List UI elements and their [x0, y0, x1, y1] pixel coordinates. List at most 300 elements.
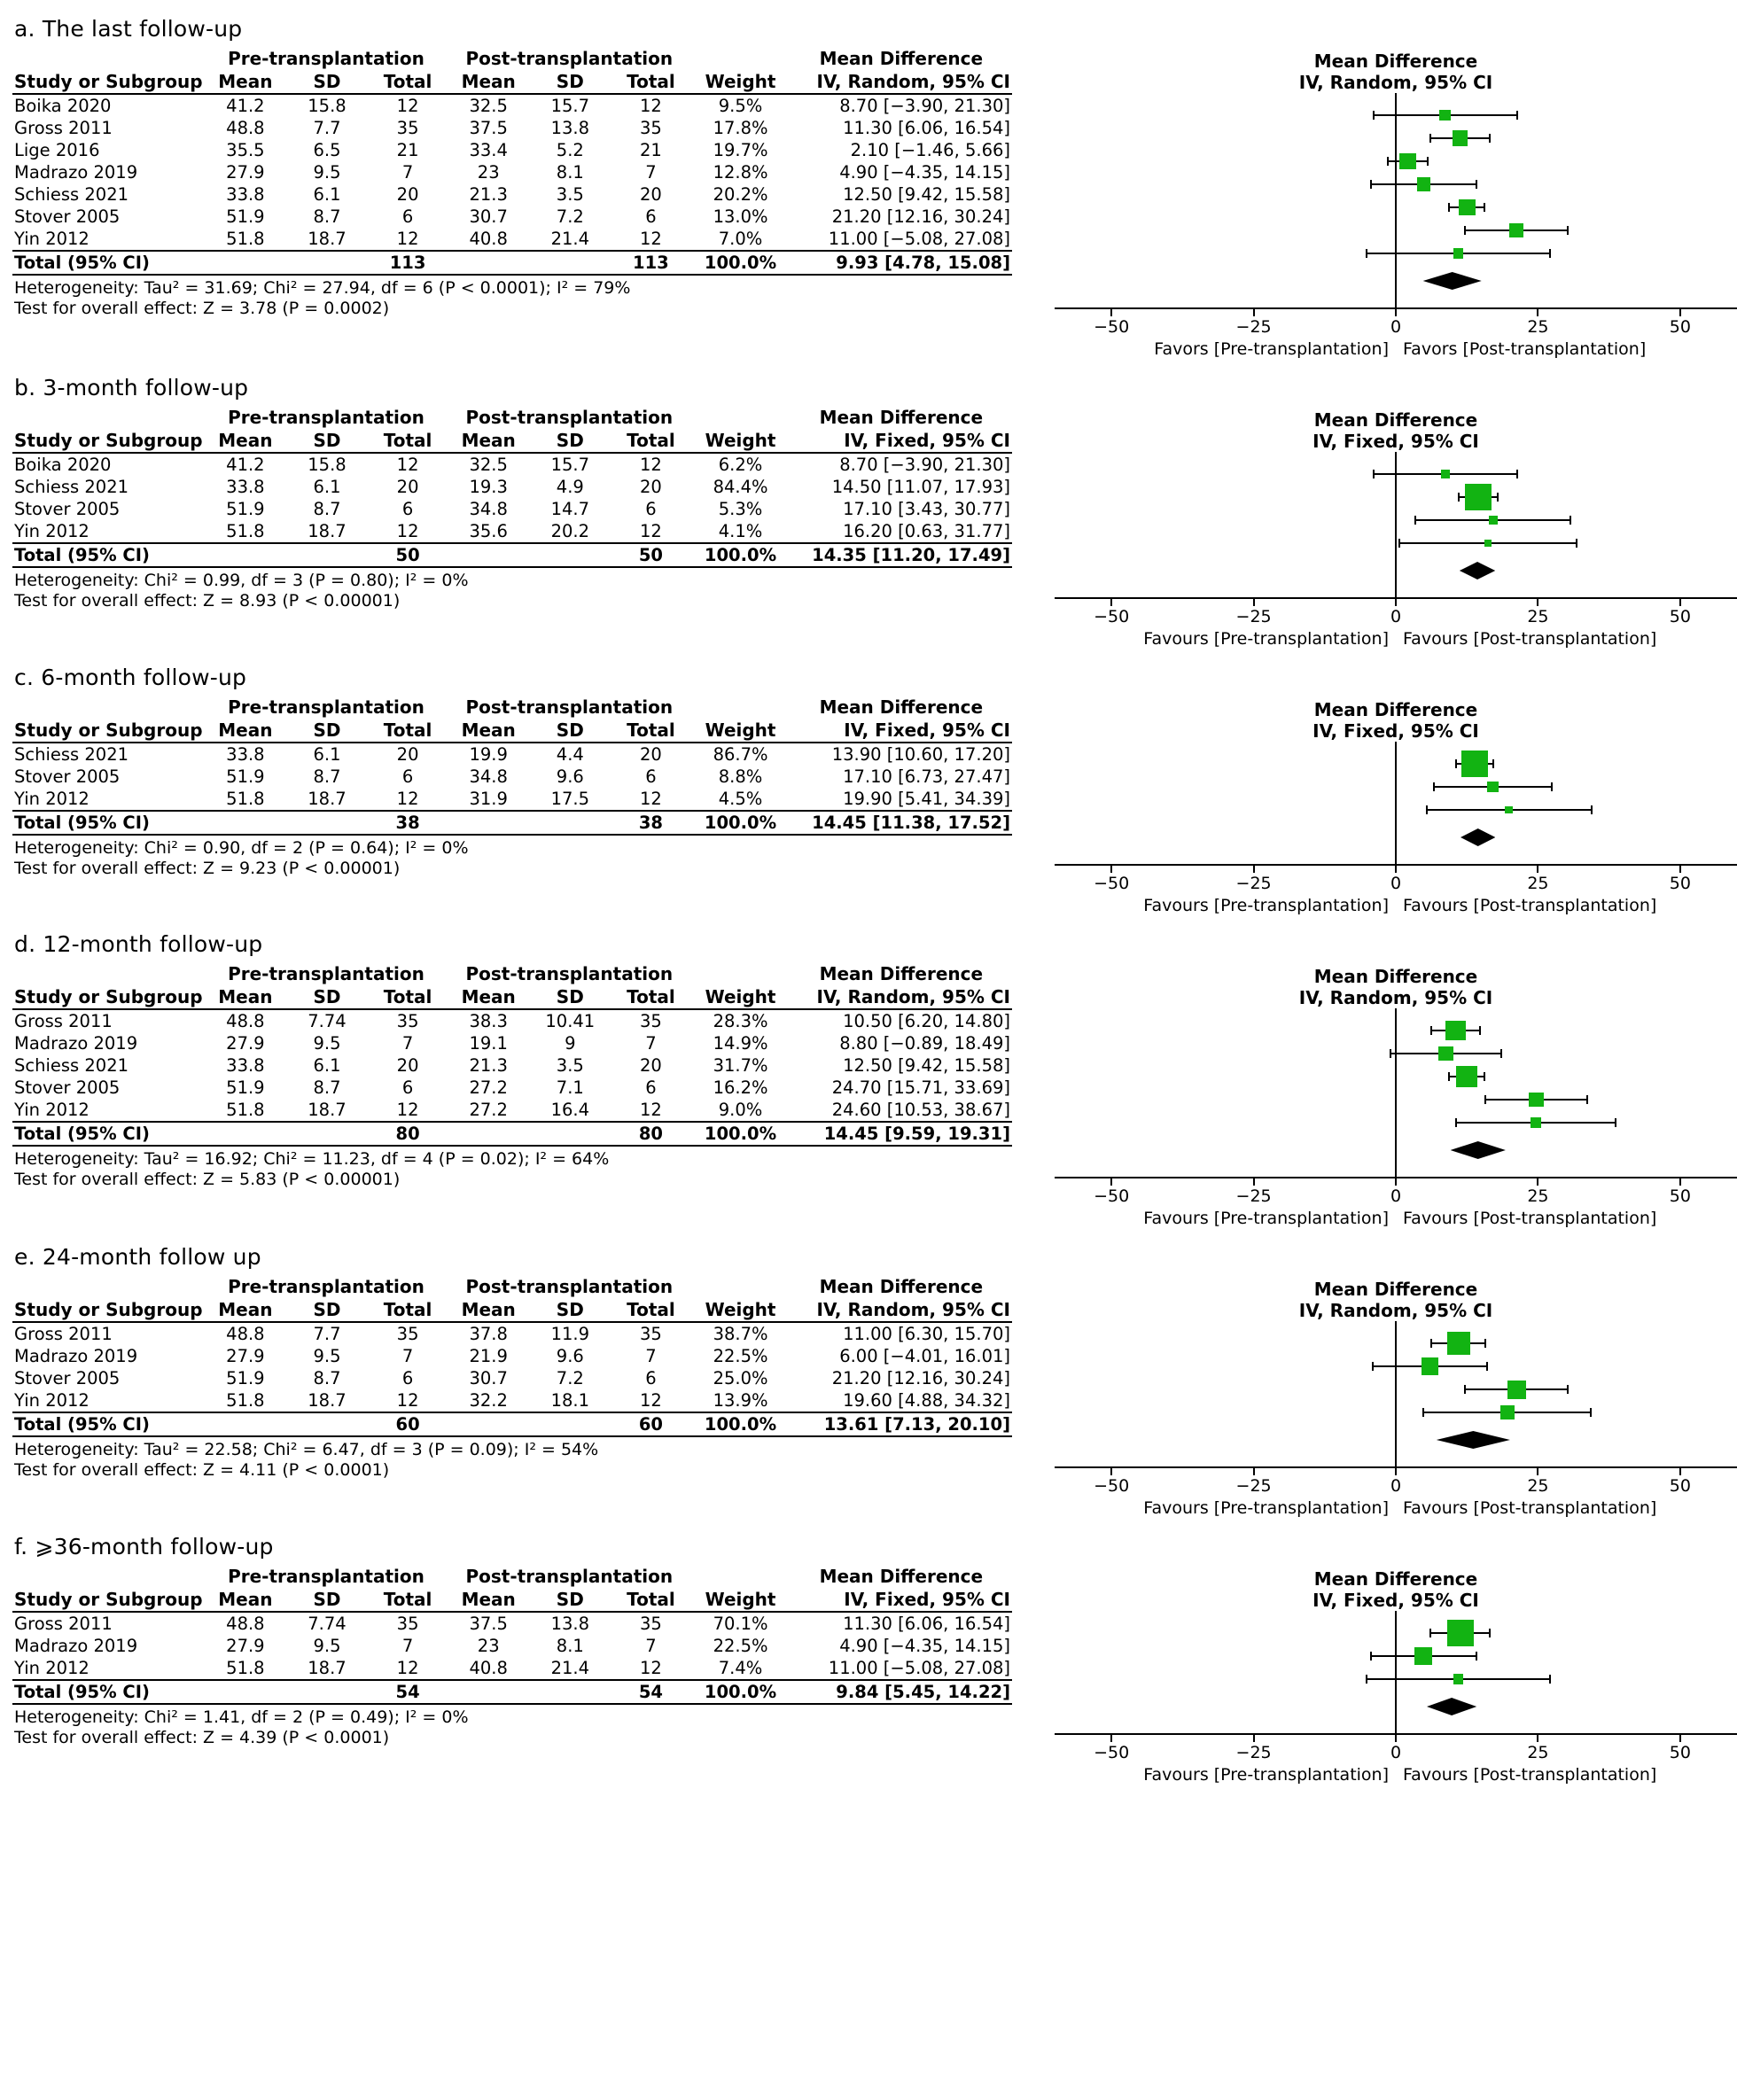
row-post-mean: 34.8 [469, 766, 508, 787]
row-pre-mean: 27.9 [226, 1033, 265, 1054]
plot-title: Mean Difference [1313, 699, 1478, 720]
axis-tick-label: −25 [1235, 1476, 1272, 1496]
axis-tick-label: 25 [1527, 607, 1549, 626]
row-study: Madrazo 2019 [14, 1033, 138, 1054]
row-post-mean: 27.2 [469, 1100, 508, 1120]
group-header-md: Mean Difference [819, 963, 984, 984]
row-post-total: 12 [640, 229, 662, 249]
ci-cap-right [1570, 516, 1571, 525]
col-model: IV, Random, 95% CI [791, 1298, 1012, 1322]
row-post-mean: 32.5 [469, 96, 508, 116]
total-label: Total (95% CI) [12, 1680, 205, 1703]
row-post-mean: 21.3 [469, 184, 508, 205]
row-pre-sd: 6.1 [313, 477, 341, 497]
row-weight: 25.0% [713, 1368, 768, 1388]
col-post-mean: Mean [448, 719, 529, 743]
axis-tick [1537, 599, 1538, 606]
table-row [12, 476, 1012, 498]
row-pre-mean: 51.8 [226, 789, 265, 809]
ci-cap-left [1370, 1652, 1372, 1661]
row-pre-mean: 51.9 [226, 1077, 265, 1098]
favours-left-label: Favours [Pre-transplantation] [1143, 629, 1389, 649]
col-pre-total: Total [368, 70, 448, 94]
row-post-sd: 7.2 [556, 1368, 584, 1388]
row-pre-sd: 7.7 [313, 118, 341, 138]
ci-cap-right [1516, 470, 1518, 478]
ci-cap-right [1476, 180, 1477, 189]
row-pre-total: 7 [401, 1636, 414, 1656]
ci-cap-right [1591, 805, 1593, 814]
table-row [12, 1635, 1012, 1657]
ci-cap-right [1516, 111, 1518, 120]
total-weight: 100.0% [690, 543, 790, 566]
ci-cap-left [1458, 493, 1460, 502]
statistics-block [12, 566, 1012, 611]
panel-title: d. 12-month follow-up [14, 931, 263, 957]
overall-effect-text: Test for overall effect: Z = 4.11 (P < 0.0001) [14, 1460, 390, 1480]
row-post-mean: 37.8 [469, 1324, 508, 1344]
plot-subtitle-model: IV, Random, 95% CI [1298, 72, 1493, 93]
col-pre-total: Total [368, 1298, 448, 1322]
favours-right-label: Favours [Post-transplantation] [1403, 1765, 1657, 1785]
row-mean-difference: 11.00 [6.30, 15.70] [843, 1324, 1010, 1344]
axis-tick-label: 0 [1390, 1186, 1402, 1206]
total-pre: 50 [368, 543, 448, 566]
total-weight: 100.0% [690, 1412, 790, 1435]
group-header-post: Post-transplantation [465, 407, 674, 428]
row-post-total: 12 [640, 455, 662, 475]
axis-tick [1395, 866, 1397, 873]
row-weight: 28.3% [713, 1011, 768, 1031]
row-pre-total: 20 [396, 744, 419, 765]
ci-cap-left [1464, 226, 1466, 235]
axis-tick-label: 0 [1390, 607, 1402, 626]
row-pre-total: 12 [396, 455, 419, 475]
table-group-header [12, 962, 1012, 985]
row-post-sd: 20.2 [550, 521, 590, 541]
row-weight: 22.5% [713, 1346, 768, 1366]
row-post-sd: 21.4 [550, 229, 590, 249]
col-post-mean: Mean [448, 985, 529, 1009]
table-row [12, 139, 1012, 161]
row-pre-mean: 51.9 [226, 206, 265, 227]
axis-tick-label: −50 [1094, 1476, 1130, 1496]
panel-e [12, 1244, 1725, 1525]
table-group-header [12, 406, 1012, 429]
table-row [12, 520, 1012, 543]
ci-cap-right [1549, 1675, 1551, 1684]
table-row [12, 743, 1012, 766]
study-effect-marker [1417, 177, 1430, 191]
row-pre-total: 35 [396, 1614, 419, 1634]
row-post-sd: 15.7 [550, 96, 590, 116]
row-weight: 6.2% [718, 455, 763, 475]
row-weight: 7.4% [718, 1658, 763, 1678]
col-pre-sd: SD [286, 70, 368, 94]
plot-subtitle-model: IV, Fixed, 95% CI [1312, 1590, 1479, 1611]
axis-tick-label: −25 [1235, 317, 1272, 337]
row-mean-difference: 11.00 [−5.08, 27.08] [828, 229, 1010, 249]
axis-tick [1537, 309, 1538, 316]
axis-tick [1679, 1735, 1681, 1742]
table-row [12, 1389, 1012, 1412]
row-pre-mean: 51.8 [226, 1658, 265, 1678]
panel-b [12, 375, 1725, 656]
col-post-mean: Mean [448, 1298, 529, 1322]
row-pre-sd: 6.1 [313, 1055, 341, 1076]
panel-title: f. ⩾36-month follow-up [14, 1534, 274, 1559]
row-post-total: 12 [640, 96, 662, 116]
row-study: Yin 2012 [14, 521, 90, 541]
col-model: IV, Fixed, 95% CI [791, 1588, 1012, 1612]
row-pre-total: 12 [396, 1390, 419, 1411]
table-row [12, 94, 1012, 117]
row-post-sd: 9.6 [556, 1346, 584, 1366]
total-post: 38 [611, 811, 690, 834]
table-row [12, 766, 1012, 788]
row-post-total: 20 [640, 744, 662, 765]
row-pre-sd: 8.7 [313, 1368, 341, 1388]
axis-tick [1110, 1735, 1112, 1742]
ci-cap-right [1479, 1026, 1481, 1035]
row-mean-difference: 13.90 [10.60, 17.20] [831, 744, 1010, 765]
col-study: Study or Subgroup [12, 70, 205, 94]
axis-tick-label: −25 [1235, 1186, 1272, 1206]
row-pre-mean: 51.8 [226, 1100, 265, 1120]
axis-tick [1537, 1178, 1538, 1186]
group-header-md: Mean Difference [819, 1566, 984, 1587]
axis-tick-label: 50 [1669, 607, 1691, 626]
row-pre-sd: 18.7 [308, 229, 347, 249]
table-row [12, 1009, 1012, 1032]
favours-left-label: Favours [Pre-transplantation] [1143, 1498, 1389, 1518]
row-weight: 70.1% [713, 1614, 768, 1634]
axis-tick-label: 50 [1669, 874, 1691, 893]
group-header-post: Post-transplantation [465, 1276, 674, 1297]
row-study: Schiess 2021 [14, 184, 129, 205]
table-column-header [12, 429, 1012, 453]
row-weight: 9.5% [718, 96, 763, 116]
row-mean-difference: 24.60 [10.53, 38.67] [831, 1100, 1010, 1120]
axis-tick-label: −50 [1094, 1186, 1130, 1206]
ci-cap-left [1430, 1026, 1432, 1035]
axis-tick-label: −25 [1235, 874, 1272, 893]
study-effect-marker [1459, 199, 1476, 216]
axis-tick-label: 50 [1669, 1476, 1691, 1496]
col-pre-mean: Mean [205, 70, 286, 94]
row-post-sd: 17.5 [550, 789, 590, 809]
table-row [12, 1612, 1012, 1635]
statistics-block [12, 1145, 1012, 1189]
forest-plot-area [1019, 1275, 1725, 1525]
pooled-effect-diamond [1423, 272, 1482, 290]
ci-cap-left [1414, 516, 1416, 525]
row-pre-sd: 9.5 [313, 162, 341, 183]
study-effect-marker [1465, 484, 1492, 510]
heterogeneity-text: Heterogeneity: Chi² = 1.41, df = 2 (P = 0.49); I² = 0% [14, 1707, 469, 1727]
ci-cap-left [1464, 1385, 1466, 1394]
row-study: Schiess 2021 [14, 744, 129, 765]
axis-tick-label: 0 [1390, 1476, 1402, 1496]
row-pre-sd: 6.1 [313, 184, 341, 205]
row-post-total: 12 [640, 521, 662, 541]
row-pre-total: 12 [396, 96, 419, 116]
row-weight: 4.1% [718, 521, 763, 541]
plot-title: Mean Difference [1313, 51, 1478, 72]
row-pre-total: 7 [401, 1346, 414, 1366]
row-post-sd: 11.9 [550, 1324, 590, 1344]
row-post-total: 7 [645, 1033, 657, 1054]
axis-tick [1679, 1468, 1681, 1475]
table-row [12, 161, 1012, 183]
ci-cap-right [1551, 782, 1553, 791]
row-post-mean: 37.5 [469, 1614, 508, 1634]
table-row [12, 1099, 1012, 1122]
favours-right-label: Favours [Post-transplantation] [1403, 1498, 1657, 1518]
row-mean-difference: 21.20 [12.16, 30.24] [831, 206, 1010, 227]
row-study: Gross 2011 [14, 1614, 113, 1634]
axis-tick [1253, 866, 1255, 873]
axis-tick-label: 0 [1390, 874, 1402, 893]
forest-plot-area [1019, 1565, 1725, 1792]
row-study: Schiess 2021 [14, 477, 129, 497]
overall-effect-text: Test for overall effect: Z = 9.23 (P < 0.00001) [14, 859, 401, 878]
row-post-total: 12 [640, 789, 662, 809]
table-group-header [12, 696, 1012, 719]
table-group-header [12, 47, 1012, 70]
pooled-effect-diamond [1427, 1698, 1476, 1715]
row-pre-sd: 18.7 [308, 521, 347, 541]
axis-tick [1395, 1735, 1397, 1742]
row-study: Stover 2005 [14, 766, 121, 787]
axis-tick-label: −25 [1235, 1743, 1272, 1762]
table-row [12, 228, 1012, 251]
group-header-pre: Pre-transplantation [228, 407, 425, 428]
study-effect-marker [1529, 1093, 1544, 1108]
axis-tick [1537, 1468, 1538, 1475]
pooled-effect-diamond [1437, 1431, 1510, 1449]
row-pre-mean: 51.8 [226, 521, 265, 541]
col-model: IV, Random, 95% CI [791, 70, 1012, 94]
study-effect-marker [1505, 806, 1513, 814]
group-header-pre: Pre-transplantation [228, 696, 425, 718]
axis-tick [1537, 866, 1538, 873]
row-study: Stover 2005 [14, 1368, 121, 1388]
panel-table-wrapper [12, 696, 1012, 878]
col-post-sd: SD [529, 985, 611, 1009]
row-pre-mean: 51.9 [226, 499, 265, 519]
row-pre-mean: 51.9 [226, 1368, 265, 1388]
row-post-total: 7 [645, 1346, 657, 1366]
row-post-total: 35 [640, 1614, 662, 1634]
table-row [12, 1032, 1012, 1054]
ci-cap-right [1567, 1385, 1569, 1394]
plot-subtitle-model: IV, Random, 95% CI [1298, 1300, 1493, 1321]
heterogeneity-text: Heterogeneity: Tau² = 22.58; Chi² = 6.47, df = 3 (P = 0.09); I² = 54% [14, 1440, 599, 1459]
table-row [12, 1657, 1012, 1680]
row-pre-mean: 48.8 [226, 1011, 265, 1031]
axis-tick-label: −25 [1235, 607, 1272, 626]
ci-cap-left [1366, 1675, 1367, 1684]
row-post-sd: 4.4 [556, 744, 584, 765]
ci-cap-left [1484, 1095, 1486, 1104]
pooled-effect-diamond [1460, 562, 1495, 579]
row-post-sd: 3.5 [556, 1055, 584, 1076]
plot-title: Mean Difference [1313, 1279, 1478, 1300]
row-weight: 9.0% [718, 1100, 763, 1120]
row-post-sd: 8.1 [556, 1636, 584, 1656]
row-pre-total: 6 [401, 206, 414, 227]
row-post-sd: 16.4 [550, 1100, 590, 1120]
axis-tick [1395, 309, 1397, 316]
ci-cap-left [1372, 1362, 1374, 1371]
table-row [12, 117, 1012, 139]
favours-right-label: Favors [Post-transplantation] [1403, 339, 1647, 359]
table-column-header [12, 719, 1012, 743]
col-post-sd: SD [529, 70, 611, 94]
row-weight: 16.2% [713, 1077, 768, 1098]
ci-cap-left [1429, 134, 1431, 143]
total-pre: 54 [368, 1680, 448, 1703]
total-label: Total (95% CI) [12, 811, 205, 834]
row-post-sd: 8.1 [556, 162, 584, 183]
row-pre-sd: 15.8 [308, 96, 347, 116]
col-pre-mean: Mean [205, 1298, 286, 1322]
study-effect-marker [1439, 110, 1451, 121]
row-pre-total: 35 [396, 1011, 419, 1031]
plot-subtitle-model: IV, Fixed, 95% CI [1312, 431, 1479, 452]
row-post-mean: 35.6 [469, 521, 508, 541]
col-post-sd: SD [529, 1588, 611, 1612]
table-total-row [12, 811, 1012, 834]
total-post: 54 [611, 1680, 690, 1703]
row-post-sd: 3.5 [556, 184, 584, 205]
forest-plot-area [1019, 47, 1725, 366]
col-model: IV, Fixed, 95% CI [791, 429, 1012, 453]
favours-left-label: Favors [Pre-transplantation] [1154, 339, 1389, 359]
axis-tick [1253, 309, 1255, 316]
row-pre-total: 20 [396, 1055, 419, 1076]
row-post-mean: 40.8 [469, 229, 508, 249]
panel-title: e. 24-month follow up [14, 1244, 261, 1270]
col-post-total: Total [611, 985, 690, 1009]
row-pre-sd: 9.5 [313, 1636, 341, 1656]
col-weight: Weight [690, 719, 790, 743]
axis-tick [1253, 1468, 1255, 1475]
pooled-effect-diamond [1460, 828, 1495, 846]
row-pre-mean: 35.5 [226, 140, 265, 160]
row-post-sd: 21.4 [550, 1658, 590, 1678]
study-effect-marker [1456, 1066, 1477, 1087]
row-pre-total: 7 [401, 162, 414, 183]
ci-cap-left [1370, 180, 1372, 189]
ci-cap-left [1429, 1629, 1431, 1637]
axis-tick-label: 0 [1390, 317, 1402, 337]
axis-tick-label: −50 [1094, 607, 1130, 626]
table-column-header [12, 985, 1012, 1009]
col-post-total: Total [611, 1588, 690, 1612]
col-pre-total: Total [368, 719, 448, 743]
row-pre-mean: 41.2 [226, 455, 265, 475]
table-column-header [12, 1298, 1012, 1322]
row-study: Madrazo 2019 [14, 162, 138, 183]
row-post-sd: 4.9 [556, 477, 584, 497]
row-pre-mean: 51.8 [226, 229, 265, 249]
axis-tick-label: 50 [1669, 1743, 1691, 1762]
forest-table [12, 47, 1012, 274]
axis-tick [1253, 599, 1255, 606]
table-total-row [12, 1122, 1012, 1145]
study-effect-marker [1509, 223, 1523, 237]
axis-tick [1395, 1468, 1397, 1475]
study-effect-marker [1445, 1021, 1465, 1040]
row-weight: 14.9% [713, 1033, 768, 1054]
study-effect-marker [1422, 1357, 1439, 1375]
axis-tick [1395, 599, 1397, 606]
overall-effect-text: Test for overall effect: Z = 4.39 (P < 0.0001) [14, 1728, 390, 1747]
panel-plot-wrapper [1012, 696, 1725, 922]
row-post-total: 6 [645, 499, 657, 519]
table-row [12, 183, 1012, 206]
total-post: 60 [611, 1412, 690, 1435]
ci-cap-left [1455, 1118, 1457, 1127]
row-mean-difference: 8.70 [−3.90, 21.30] [839, 96, 1010, 116]
row-weight: 13.0% [713, 206, 768, 227]
row-post-total: 7 [645, 1636, 657, 1656]
row-post-mean: 21.9 [469, 1346, 508, 1366]
col-post-mean: Mean [448, 70, 529, 94]
study-effect-marker [1453, 130, 1468, 146]
total-label: Total (95% CI) [12, 1122, 205, 1145]
ci-cap-left [1398, 539, 1400, 548]
ci-cap-right [1492, 759, 1494, 768]
total-weight: 100.0% [690, 1680, 790, 1703]
study-effect-marker [1507, 1381, 1526, 1399]
col-weight: Weight [690, 429, 790, 453]
row-pre-sd: 18.7 [308, 1100, 347, 1120]
total-weight: 100.0% [690, 1122, 790, 1145]
forest-table [12, 696, 1012, 834]
axis-tick [1679, 599, 1681, 606]
row-post-sd: 7.2 [556, 206, 584, 227]
forest-table [12, 1565, 1012, 1703]
row-post-mean: 30.7 [469, 206, 508, 227]
row-study: Gross 2011 [14, 1324, 113, 1344]
total-post: 113 [611, 251, 690, 274]
row-pre-total: 6 [401, 1368, 414, 1388]
table-row [12, 1054, 1012, 1077]
ci-cap-right [1489, 134, 1491, 143]
favours-right-label: Favours [Post-transplantation] [1403, 629, 1657, 649]
total-label: Total (95% CI) [12, 251, 205, 274]
row-post-mean: 23 [477, 162, 500, 183]
row-post-sd: 13.8 [550, 118, 590, 138]
axis-tick-label: −50 [1094, 1743, 1130, 1762]
row-pre-mean: 48.8 [226, 1324, 265, 1344]
row-post-mean: 40.8 [469, 1658, 508, 1678]
col-pre-sd: SD [286, 1588, 368, 1612]
row-study: Boika 2020 [14, 96, 112, 116]
row-mean-difference: 4.90 [−4.35, 14.15] [839, 162, 1010, 183]
row-mean-difference: 10.50 [6.20, 14.80] [843, 1011, 1010, 1031]
axis-tick-label: 25 [1527, 874, 1549, 893]
axis-tick [1679, 309, 1681, 316]
panel-c [12, 665, 1725, 922]
ci-cap-right [1549, 249, 1551, 258]
row-mean-difference: 17.10 [6.73, 27.47] [843, 766, 1010, 787]
row-post-mean: 37.5 [469, 118, 508, 138]
row-post-mean: 33.4 [469, 140, 508, 160]
